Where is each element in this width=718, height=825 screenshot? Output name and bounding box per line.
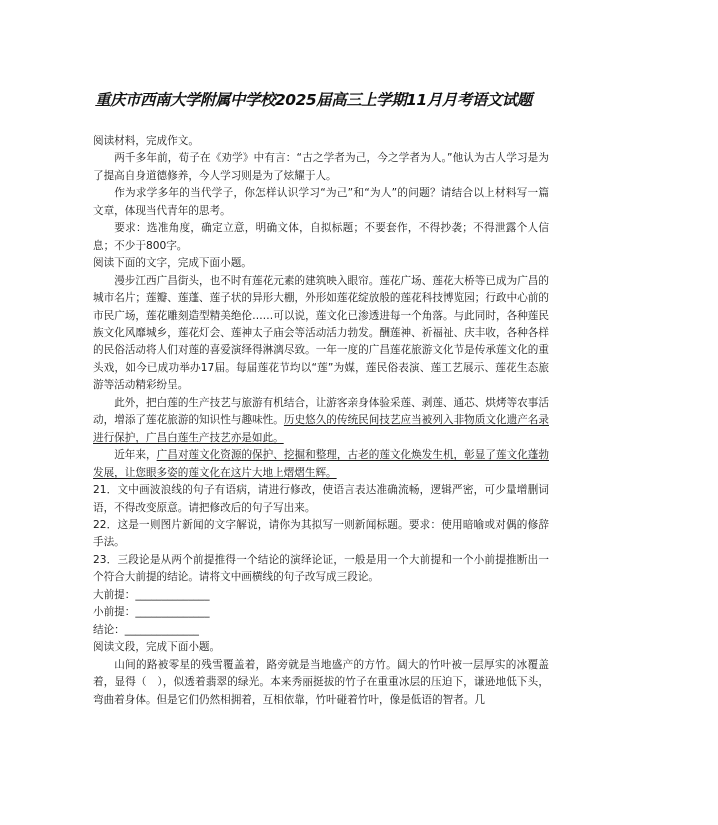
essay-prompt: 作为求学多年的当代学子，你怎样认识学习“为己”和“为人”的问题？请结合以上材料写一篇文章，体现当代青年的思考。 — [93, 187, 549, 217]
reading-paragraph-3 — [93, 447, 549, 482]
major-premise-blank: 大前提：______________ — [93, 588, 210, 601]
conclusion-blank: 结论：______________ — [93, 623, 199, 636]
minor-premise-blank: 小前提：______________ — [93, 606, 210, 619]
document-title: 重庆市西南大学附属中学校2025届高三上学期11月月考语文试题 — [95, 91, 532, 109]
reading-paragraph-1: 漫步江西广昌街头，也不时有莲花元素的建筑映入眼帘。莲花广场、莲花大桥等已成为广昌的城市名片；莲瓣、莲蓬、莲子状的异形大棚，外形如莲花绽放般的莲花科技博览园；行政中心前的市民广场，莲花雕刻造型精美绝伦……可以说，莲文化已渗透进每一个角落。与此同时，各种莲民族文化风靡城乡，莲花灯会、莲神太子庙会等活动活力勃发。酬莲神、祈福祉、庆丰收，各种各样的民俗活动将人们对莲的喜爱演绎得淋漓尽致。一年一度的广昌莲花旅游文化节是传承莲文化的重头戏，如今已成功举办17届。每届莲花节均以“莲”为媒，莲民俗表演、莲工艺展示、莲花生态旅游等活动精彩纷呈。 — [93, 274, 549, 392]
reading-paragraph-3-text: 近年来， — [114, 449, 157, 462]
essay-requirements: 要求：选准角度，确定立意，明确文体，自拟标题；不要套作，不得抄袭；不得泄露个人信息；不少于800字。 — [93, 222, 549, 252]
passage-intro: 阅读文段，完成下面小题。 — [93, 641, 221, 654]
reading-paragraph-2-text: 此外，把白莲的生产技艺与旅游有机结合，让游客亲身体验采莲、剥莲、通芯、烘烤等农事活动，增添了莲花旅游的知识性与趣味性。 — [93, 396, 549, 427]
essay-intro: 阅读材料，完成作文。 — [93, 135, 199, 147]
wavy-line-sentence: 广昌对莲文化资源的保护、挖掘和整理，古老的莲文化焕发生机，彰显了莲文化蓬勃发展，让您眼多姿的莲文化在这片大地上熠熠生辉。 — [93, 449, 549, 479]
reading-paragraph-2 — [93, 395, 549, 447]
question-21: 21．文中画波浪线的句子有语病，请进行修改，使语言表达准确流畅，逻辑严密，可少量增删词语，不得改变原意。请把修改后的句子写出来。 — [93, 484, 549, 514]
question-22: 22．这是一则图片新闻的文字解说，请你为其拟写一则新闻标题。要求：使用暗喻或对偶的修辞手法。 — [93, 518, 549, 549]
essay-material: 两千多年前，荀子在《劝学》中有言：“古之学者为己，今之学者为人。”他认为古人学习是为了提高自身道德修养，今人学习则是为了炫耀于人。 — [93, 152, 549, 182]
question-23: 23．三段论是从两个前提推得一个结论的演绎论证，一般是用一个大前提和一个小前提推断出一个符合大前提的结论。请将文中画横线的句子改写成三段论。 — [93, 553, 549, 584]
document-body — [93, 133, 549, 709]
reading-intro: 阅读下面的文字，完成下面小题。 — [93, 257, 252, 270]
underlined-sentence: 历史悠久的传统民间技艺应当被列入非物质文化遗产名录进行保护，广昌白莲生产技艺亦是如此。 — [93, 414, 550, 444]
passage-paragraph-1: 山间的路被零星的残雪覆盖着，路旁就是当地盛产的方竹。阔大的竹叶被一层厚实的冰覆盖着，显得（ ），似透着翡翠的绿光。本来秀丽挺拔的竹子在重重冰层的压迫下，谦逊地低下头，弯曲着身体。但是它们仍然相拥着，互相依靠，竹叶碰着竹叶，像是低语的智者。几 — [93, 658, 549, 706]
